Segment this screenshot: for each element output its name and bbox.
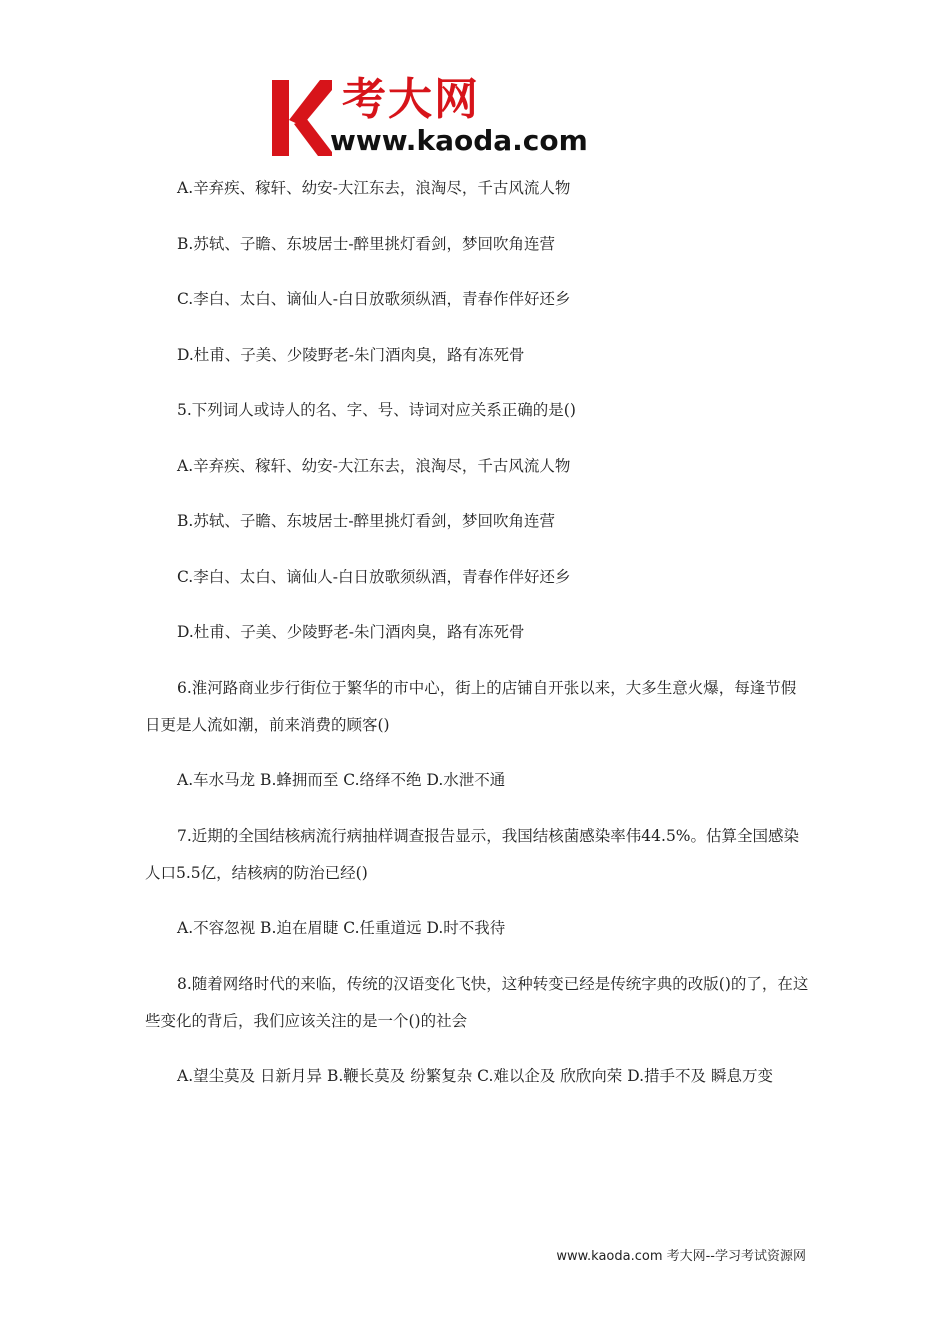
question-6: 6.淮河路商业步行街位于繁华的市中心，街上的店铺自开张以来，大多生意火爆，每逢节假日更是人流如潮，前来消费的顾客() <box>145 678 797 734</box>
question-8: 8.随着网络时代的来临，传统的汉语变化飞快，这种转变已经是传统字典的改版()的了，在这些变化的背后，我们应该关注的是一个()的社会 <box>145 974 809 1030</box>
option-line: D.杜甫、子美、少陵野老-朱门酒肉臭，路有冻死骨 <box>177 623 525 641</box>
option-line: A.辛弃疾、稼轩、幼安-大江东去，浪淘尽，千古风流人物 <box>177 456 571 475</box>
question-8-options: A.望尘莫及 日新月异 B.鞭长莫及 纷繁复杂 C.难以企及 欣欣向荣 D.措手不及 瞬息万变 <box>177 1067 773 1085</box>
kaoda-logo <box>272 76 592 160</box>
page-footer: www.kaoda.com 考大网--学习考试资源网 <box>556 1249 806 1264</box>
option-line: B.苏轼、子瞻、东坡居士-醉里挑灯看剑，梦回吹角连营 <box>177 234 556 253</box>
option-line: C.李白、太白、谪仙人-白日放歌须纵酒，青春作伴好还乡 <box>177 290 571 308</box>
logo-url: www.kaoda.com <box>330 124 588 157</box>
option-line: D.杜甫、子美、少陵野老-朱门酒肉臭，路有冻死骨 <box>177 345 525 364</box>
option-line: B.苏轼、子瞻、东坡居士-醉里挑灯看剑，梦回吹角连营 <box>177 512 556 530</box>
option-line: A.辛弃疾、稼轩、幼安-大江东去，浪淘尽，千古风流人物 <box>177 179 571 197</box>
question-5: 5.下列词人或诗人的名、字、号、诗词对应关系正确的是() <box>177 401 576 419</box>
question-7: 7.近期的全国结核病流行病抽样调查报告显示，我国结核菌感染率伟44.5%。估算全国感染人口5.5亿，结核病的防治已经() <box>145 826 800 882</box>
logo-chinese-name: 考大网 <box>342 74 480 125</box>
option-line: C.李白、太白、谪仙人-白日放歌须纵酒，青春作伴好还乡 <box>177 567 571 586</box>
question-6-options: A.车水马龙 B.蜂拥而至 C.络绎不绝 D.水泄不通 <box>177 771 506 789</box>
k-logo-icon <box>272 80 332 156</box>
question-7-options: A.不容忽视 B.迫在眉睫 C.任重道远 D.时不我待 <box>177 919 506 937</box>
document-body <box>145 170 810 1095</box>
